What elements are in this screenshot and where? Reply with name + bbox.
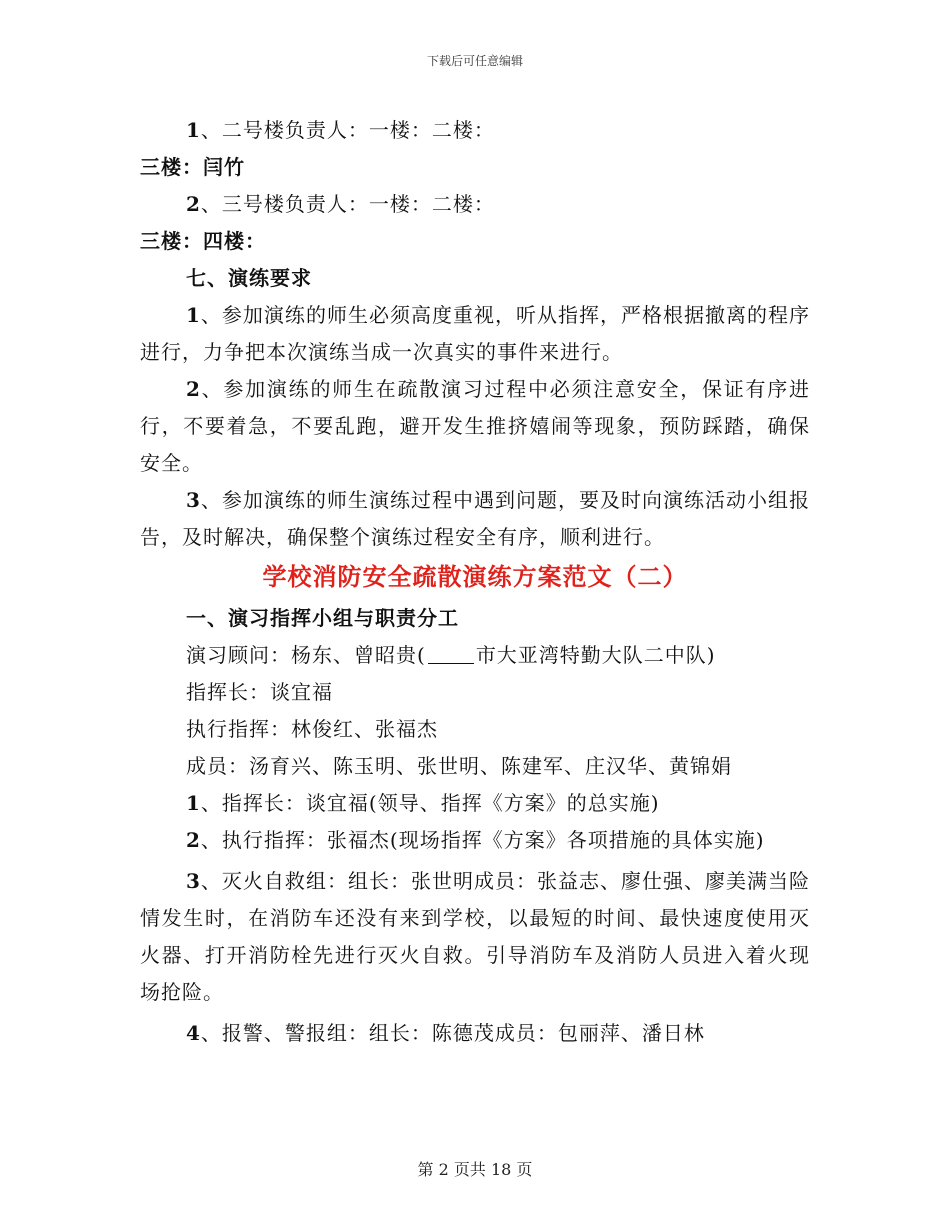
section-title: 学校消防安全疏散演练方案范文（二） [262, 562, 688, 591]
page-footer: 第 2 页共 18 页 [417, 1160, 533, 1179]
item-text: 、参加演练的师生演练过程中遇到问题，要及时向演练活动小组报告，及时解决，确保整个演练过程安全有序，顺利进行。 [140, 488, 810, 549]
item-number: 4 [186, 1021, 201, 1045]
line-building-3 [140, 186, 810, 223]
line-advisors [140, 637, 810, 674]
item-number: 3 [186, 869, 201, 893]
heading-drill-requirements: 七、演练要求 [186, 266, 312, 290]
line-commander: 指挥长：谈宜福 [186, 680, 333, 704]
line-executive-commander: 执行指挥：林俊红、张福杰 [186, 717, 438, 741]
duty-4 [140, 1015, 810, 1052]
item-text: 、三号楼负责人：一楼：二楼： [200, 192, 495, 216]
advisor-prefix: 演习顾问：杨东、曾昭贵( [186, 643, 426, 667]
item-text: 、指挥长：谈宜福(领导、指挥《方案》的总实施) [200, 791, 660, 815]
duty-3 [140, 863, 810, 1011]
item-text: 、参加演练的师生在疏散演习过程中必须注意安全，保证有序进行，不要着急，不要乱跑，避开发生推挤嬉闹等现象，预防踩踏，确保安全。 [140, 377, 810, 475]
item-text: 、报警、警报组：组长：陈德茂成员：包丽萍、潘日林 [200, 1021, 705, 1045]
line-building-2 [140, 112, 810, 149]
line-floor-3-4: 三楼：四楼： [140, 229, 266, 253]
document-body [140, 112, 810, 1052]
advisor-suffix: 市大亚湾特勤大队二中队) [475, 643, 716, 667]
paragraph-requirement-3 [140, 482, 810, 556]
item-number: 1 [186, 118, 201, 142]
heading-command-group: 一、演习指挥小组与职责分工 [186, 606, 459, 630]
item-text: 、灭火自救组：组长：张世明成员：张益志、廖仕强、廖美满当险情发生时，在消防车还没有来到学校，以最短的时间、最快速度使用灭火器、打开消防栓先进行灭火自救。引导消防车及消防人员进入着火现场抢险。 [140, 869, 810, 1004]
item-text: 、执行指挥：张福杰(现场指挥《方案》各项措施的具体实施) [200, 828, 765, 852]
item-number: 2 [186, 192, 201, 216]
paragraph-requirement-2 [140, 371, 810, 482]
item-text: 、二号楼负责人：一楼：二楼： [200, 118, 495, 142]
line-floor-3-a: 三楼：闫竹 [140, 155, 245, 179]
line-members: 成员：汤育兴、陈玉明、张世明、陈建军、庄汉华、黄锦娟 [186, 754, 732, 778]
item-number: 2 [186, 828, 201, 852]
item-number: 2 [186, 377, 201, 401]
item-number: 3 [186, 488, 201, 512]
duty-2 [140, 822, 810, 859]
item-text: 、参加演练的师生必须高度重视，听从指挥，严格根据撤离的程序进行，力争把本次演练当成一次真实的事件来进行。 [140, 303, 810, 364]
paragraph-requirement-1 [140, 297, 810, 371]
duty-1 [140, 785, 810, 822]
item-number: 1 [186, 303, 201, 327]
page-header: 下载后可任意编辑 [426, 54, 523, 68]
fill-in-blank [428, 645, 474, 664]
item-number: 1 [186, 791, 201, 815]
